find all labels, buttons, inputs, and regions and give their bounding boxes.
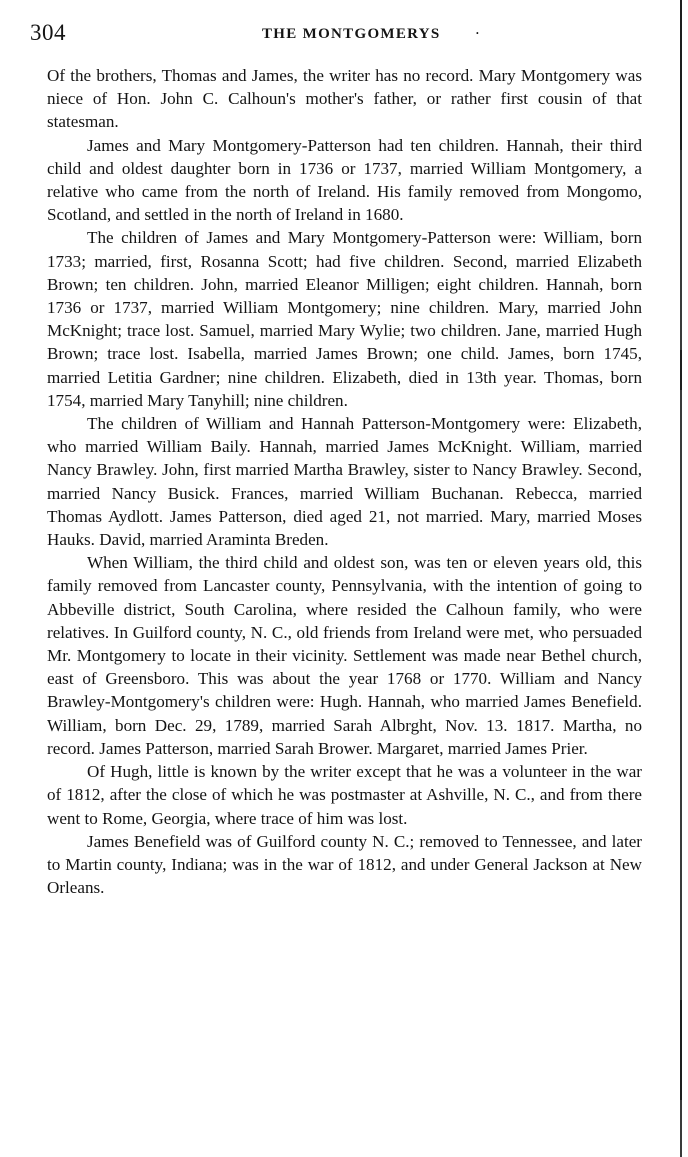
page-edge-rule-mid (680, 350, 682, 390)
header-mark: · (475, 24, 480, 42)
paragraph-hugh: Of Hugh, little is known by the writer except that he was a volunteer in the war of 1812, after the close of which he was postmaster at Ashville, N. C., and from there went to Rome, Georgia, where trace of him was lost. (47, 762, 642, 828)
page-edge-rule (680, 0, 682, 1157)
paragraph-brothers: Of the brothers, Thomas and James, the writer has no record. Mary Montgomery was niece of Hon. John C. Calhoun's mother's father, or rather first cousin of that statesman. (47, 66, 642, 132)
page-number: 304 (30, 20, 66, 45)
paragraph-family-removal: When William, the third child and oldest son, was ten or eleven years old, this family removed from Lancaster county, Pennsylvania, with the intention of going to Abbeville district, South Carolina, where resided the Calhoun family, who were relatives. In Guilford county, N. C., old friends from Ireland were met, who persuaded Mr. Montgomery to locate in their vicinity. Settlement was made near Bethel church, east of Greensboro. This was about the year 1768 or 1770. William and Nancy Brawley-Montgomery's children were: Hugh. Hannah, who married James Benefield. William, born Dec. 29, 1789, married Sarah Albrght, Nov. 13. 1817. Martha, no record. James Patterson, married Sarah Brower. Margaret, married James Prier. (47, 553, 642, 758)
page-edge-rule-top (680, 0, 682, 150)
page-header (30, 14, 640, 48)
paragraph-ten-children: James and Mary Montgomery-Patterson had ten children. Hannah, their third child and oldest daughter born in 1736 or 1737, married William Montgomery, a relative who came from the north of Ireland. His family removed from Mongomo, Scotland, and settled in the north of Ireland in 1680. (47, 135, 642, 225)
running-head: THE MONTGOMERYS (262, 26, 441, 42)
paragraph-children-william-hannah: The children of William and Hannah Patterson-Montgomery were: Elizabeth, who married William Baily. Hannah, married James McKnight. William, married Nancy Brawley. John, first married Martha Brawley, sister to Nancy Brawley. Second, married Nancy Busick. Frances, married William Buchanan. Rebecca, married Thomas Aydlott. James Patterson, died aged 21, not married. Mary, married Moses Hauks. David, married Araminta Breden. (47, 414, 642, 550)
body-text (47, 64, 642, 899)
paragraph-children-james-mary: The children of James and Mary Montgomery-Patterson were: William, born 1733; married, first, Rosanna Scott; had five children. Second, married Elizabeth Brown; ten children. John, married Eleanor Milligen; eight children. Hannah, born 1736 or 1737, married William Montgomery; nine children. Mary, married John McKnight; trace lost. Samuel, married Mary Wylie; two children. Jane, married Hugh Brown; trace lost. Isabella, married James Brown; one child. James, born 1745, married Letitia Gardner; nine children. Elizabeth, died in 13th year. Thomas, born 1754, married Mary Tanyhill; nine children. (47, 228, 642, 410)
page-edge-rule-bottom (680, 1000, 682, 1100)
paragraph-james-benefield: James Benefield was of Guilford county N. C.; removed to Tennessee, and later to Martin county, Indiana; was in the war of 1812, and under General Jackson at New Orleans. (47, 831, 642, 898)
